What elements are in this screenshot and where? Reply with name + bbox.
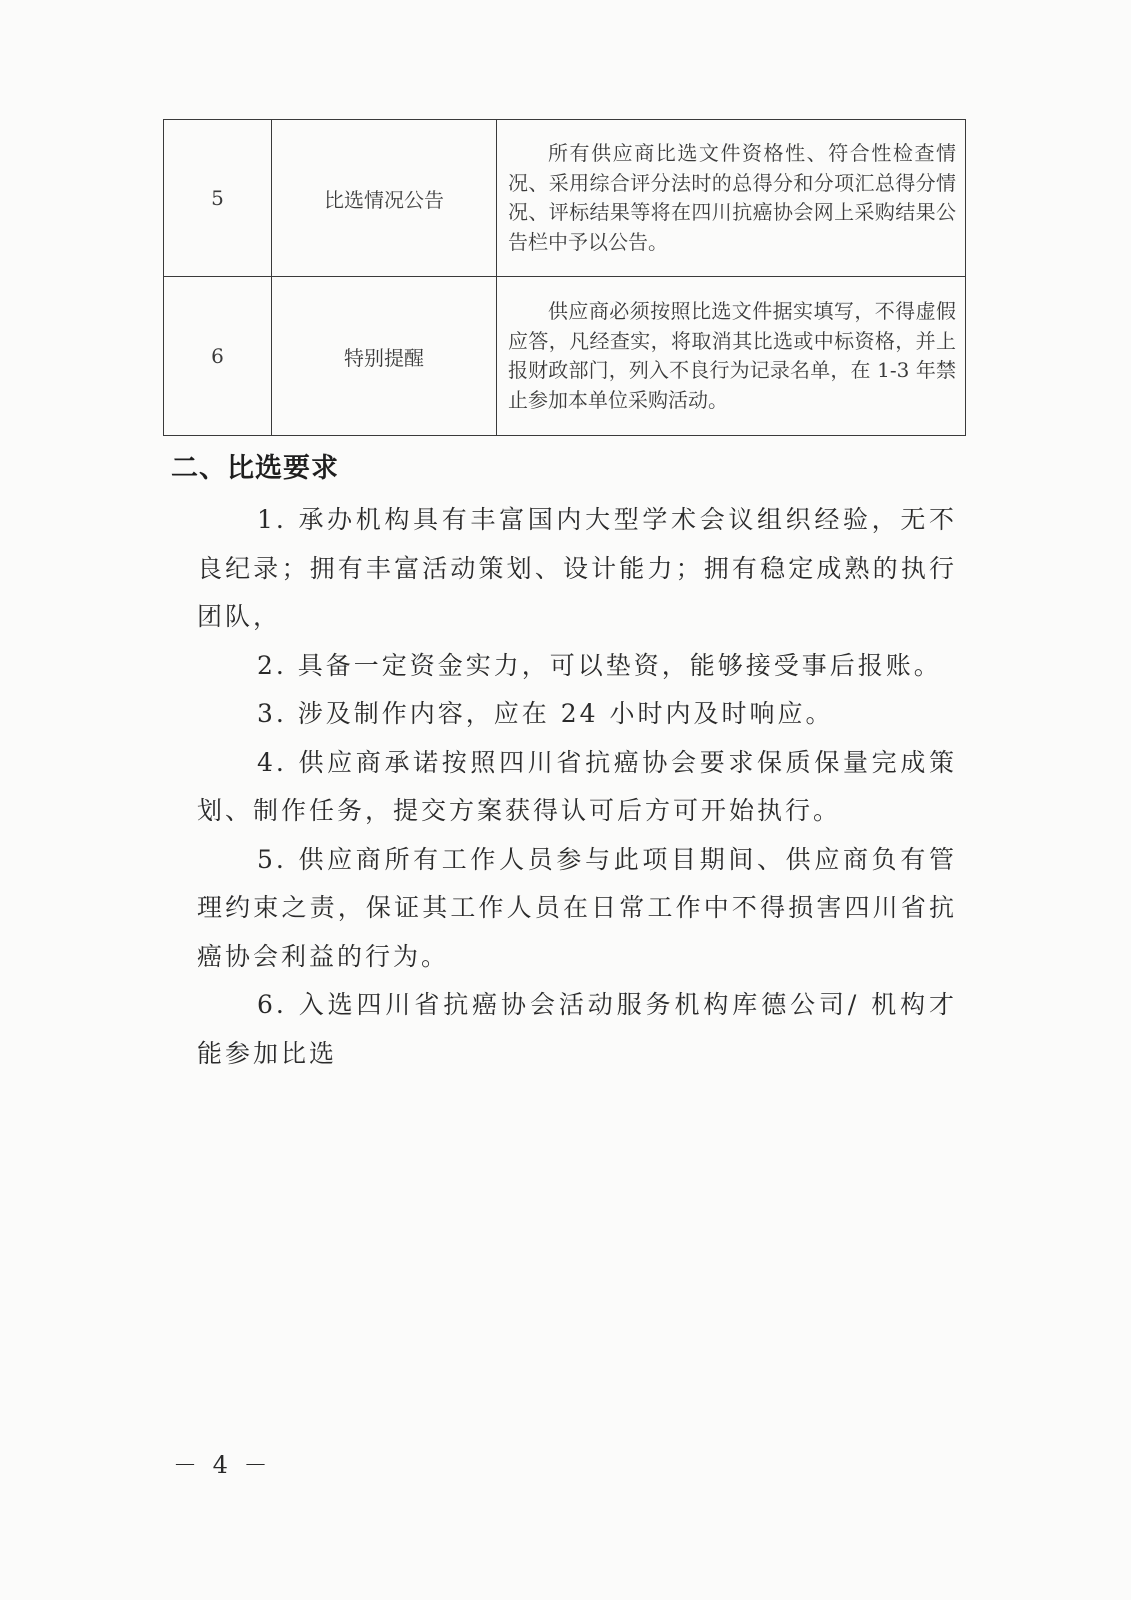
table-row xyxy=(164,120,966,277)
requirement-paragraph: 6. 入选四川省抗癌协会活动服务机构库德公司/ 机构才能参加比选 xyxy=(197,990,957,1068)
requirement-paragraph: 3. 涉及制作内容，应在 24 小时内及时响应。 xyxy=(257,699,834,728)
requirements-table xyxy=(163,119,966,436)
requirement-paragraph: 5. 供应商所有工作人员参与此项目期间、供应商负有管理约束之责，保证其工作人员在日常工作中不得损害四川省抗癌协会利益的行为。 xyxy=(197,844,957,971)
table-row xyxy=(164,277,966,436)
requirement-paragraph: 4. 供应商承诺按照四川省抗癌协会要求保质保量完成策划、制作任务，提交方案获得认可后方可开始执行。 xyxy=(197,747,957,825)
row-description: 供应商必须按照比选文件据实填写，不得虚假应答，凡经查实，将取消其比选或中标资格，并上报财政部门，列入不良行为记录名单，在 1-3 年禁止参加本单位采购活动。 xyxy=(497,277,966,436)
row-item: 比选情况公告 xyxy=(272,120,497,277)
requirement-paragraph: 2. 具备一定资金实力，可以垫资，能够接受事后报账。 xyxy=(257,650,942,680)
row-item: 特别提醒 xyxy=(272,277,497,436)
section-heading: 二、比选要求 xyxy=(171,453,339,484)
requirements-list xyxy=(197,496,957,1078)
page-number: － 4 － xyxy=(173,1451,272,1479)
row-number: 5 xyxy=(164,120,272,277)
row-description: 所有供应商比选文件资格性、符合性检查情况、采用综合评分法时的总得分和分项汇总得分情况、评标结果等将在四川抗癌协会网上采购结果公告栏中予以公告。 xyxy=(497,120,966,277)
row-number: 6 xyxy=(164,277,272,436)
requirement-paragraph: 1. 承办机构具有丰富国内大型学术会议组织经验，无不良纪录；拥有丰富活动策划、设计能力；拥有稳定成熟的执行团队， xyxy=(197,505,957,631)
